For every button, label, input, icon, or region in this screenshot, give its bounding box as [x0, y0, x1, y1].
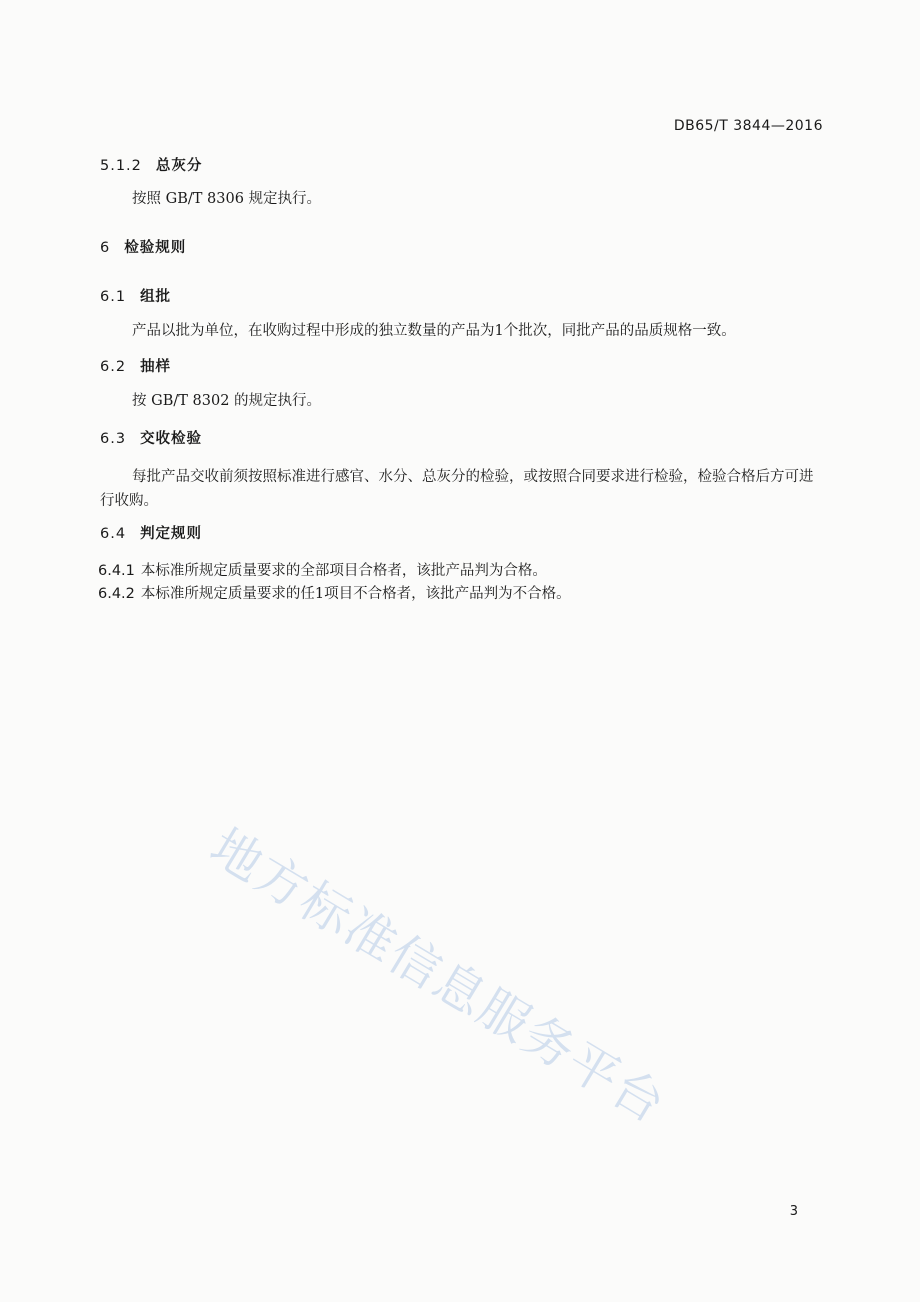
- paragraph-6-1: 产品以批为单位，在收购过程中形成的独立数量的产品为1个批次，同批产品的品质规格一致。: [132, 323, 736, 339]
- clause-number: 6.4.2: [98, 586, 135, 602]
- heading-6-1: [100, 285, 171, 306]
- heading-number: 6.3: [100, 431, 127, 447]
- heading-6: [100, 236, 186, 257]
- heading-6-2: [100, 355, 171, 376]
- heading-number: 6.2: [100, 359, 127, 375]
- clause-6-4-1: [98, 560, 547, 582]
- clause-text: 本标准所规定质量要求的任1项目不合格者，该批产品判为不合格。: [140, 586, 571, 602]
- paragraph-5-1-2: 按照 GB/T 8306 规定执行。: [132, 191, 322, 207]
- watermark: 地方标准信息服务平台: [200, 817, 677, 1135]
- clause-text: 本标准所规定质量要求的全部项目合格者，该批产品判为合格。: [140, 563, 547, 579]
- heading-5-1-2: [100, 154, 202, 175]
- page-number: 3: [789, 1204, 798, 1219]
- document-code: DB65/T 3844—2016: [673, 118, 823, 134]
- heading-title: 交收检验: [140, 431, 203, 447]
- clause-6-4-2: [98, 583, 571, 605]
- heading-title: 判定规则: [140, 526, 203, 542]
- heading-title: 总灰分: [155, 158, 203, 174]
- heading-number: 6.1: [100, 289, 127, 305]
- heading-6-3: [100, 427, 202, 448]
- clause-number: 6.4.1: [98, 563, 135, 579]
- heading-number: 6.4: [100, 526, 127, 542]
- heading-title: 检验规则: [124, 240, 187, 256]
- heading-6-4: [100, 522, 202, 543]
- paragraph-6-2: 按 GB/T 8302 的规定执行。: [132, 393, 322, 409]
- heading-title: 抽样: [140, 359, 172, 375]
- heading-title: 组批: [140, 289, 172, 305]
- paragraph-6-3: 每批产品交收前须按照标准进行感官、水分、总灰分的检验，或按照合同要求进行检验，检验合格后方可进行收购。: [100, 469, 814, 509]
- heading-number: 5.1.2: [100, 158, 142, 174]
- heading-number: 6: [100, 240, 111, 256]
